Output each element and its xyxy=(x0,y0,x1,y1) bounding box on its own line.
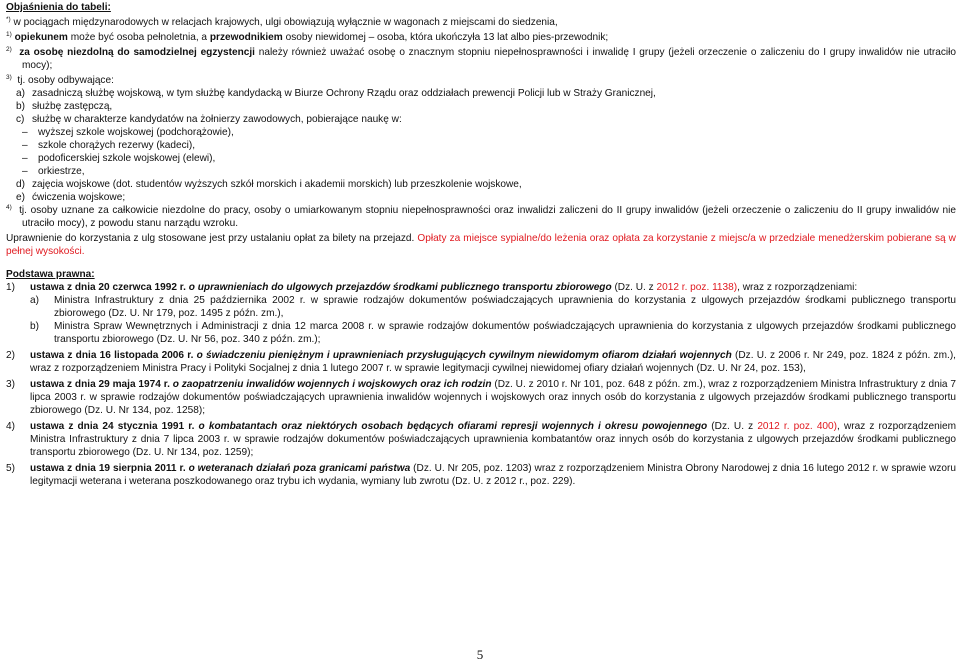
footnote-text: osoby niewidomej – osoba, która ukończyła 13 lat albo pies-przewodnik; xyxy=(282,32,609,43)
act-reference: (Dz. U. Nr 205, poz. 1203) wraz z rozporządzeniem Ministra Obrony Narodowej z dnia 16 lutego 2012 r. w sprawie wzoru legitymacji weterana i weterana poszkodowanego oraz trybu ich wydania, wymiany lub zwrotu (Dz. U. z 2012 r., poz. 229). xyxy=(30,463,957,487)
footnote-mark: 4) xyxy=(6,204,12,211)
regulation-label: b) xyxy=(30,321,39,332)
legal-item xyxy=(6,378,956,417)
legal-item xyxy=(6,281,956,346)
regulation-item xyxy=(30,320,956,346)
act-reference-red: 2012 r. poz. 1138) xyxy=(656,282,738,293)
legal-item-number: 3) xyxy=(6,379,15,390)
fees-note-text: Uprawnienie do korzystania z ulg stosowane jest przy ustalaniu opłat za bilety na przejazd. xyxy=(6,233,418,244)
list-item-label: b) xyxy=(16,101,25,112)
act-reference: , wraz z rozporządzeniami: xyxy=(737,282,858,293)
act-title: ustawa z dnia 20 czerwca 1992 r. xyxy=(30,282,186,293)
regulation-label: a) xyxy=(30,295,39,306)
fees-note-red-text: Opłaty za miejsce sypialne/do leżenia oraz opłata za korzystanie z miejsc/a w przedziale menedżerskim pobierane są w pełnej wysokości. xyxy=(6,233,956,257)
legal-item-text xyxy=(30,462,956,488)
bold-term: za osobę niezdolną do samodzielnej egzystencji xyxy=(19,47,255,58)
list-item xyxy=(6,100,956,113)
act-reference: , wraz z rozporządzeniem Ministra Infrastruktury z dnia 7 lipca 2003 r. w sprawie rodzajów dokumentów poświadczających uprawnienia kombatantów oraz innych osób do korzystania z ulgowych przejazdów środkami publicznego transportu zbiorowego (Dz. U. Nr 134, poz. 1259); xyxy=(30,421,956,458)
footnote-text: w pociągach międzynarodowych w relacjach krajowych, ulgi obowiązują wyłącznie w wagonach z miejscami do siedzenia, xyxy=(10,17,558,28)
act-reference: (Dz. U. z xyxy=(707,421,758,432)
list-item-label: d) xyxy=(16,179,25,190)
dash-item xyxy=(6,152,956,165)
footnote-2 xyxy=(6,46,956,72)
legal-item-text xyxy=(30,349,956,375)
legal-item-text xyxy=(30,420,956,459)
footnote-3-dash-list xyxy=(6,126,956,178)
list-item-text: służbę w charakterze kandydatów na żołnierzy zawodowych, pobierające naukę w: xyxy=(32,114,402,125)
footnote-text: tj. osoby uznane za całkowicie niezdolne do pracy, osoby o umiarkowanym stopniu niepełnosprawności oraz inwalidzi zaliczeni do II grupy inwalidów (jeżeli orzeczenie o zaliczeniu do II grupy inwalidów nie utraciło mocy), z powodu stanu narządu wzroku. xyxy=(19,205,956,229)
dash-marker: – xyxy=(22,140,28,151)
footnote-1 xyxy=(6,31,956,44)
act-title: ustawa z dnia 24 stycznia 1991 r. xyxy=(30,421,195,432)
act-name: o zaopatrzeniu inwalidów wojennych i wojskowych oraz ich rodzin xyxy=(169,379,492,390)
footnote-mark: 3) xyxy=(6,74,12,81)
dash-item xyxy=(6,126,956,139)
act-name: o świadczeniu pieniężnym i uprawnieniach przysługujących cywilnym niewidomym ofiarom działań wojennych xyxy=(193,350,732,361)
list-item xyxy=(6,191,956,204)
dash-marker: – xyxy=(22,166,28,177)
legal-item xyxy=(6,420,956,459)
footnote-4 xyxy=(6,204,956,230)
dash-item xyxy=(6,165,956,178)
footnote-mark: 2) xyxy=(6,46,12,53)
act-name: o kombatantach oraz niektórych osobach będących ofiarami represji wojennych i okresu powojennego xyxy=(194,421,708,432)
act-reference: (Dz. U. z xyxy=(611,282,657,293)
list-item-text: ćwiczenia wojskowe; xyxy=(32,192,126,203)
footnote-mark: *) xyxy=(6,16,11,23)
legal-basis-list xyxy=(6,281,956,488)
page-number: 5 xyxy=(476,647,484,662)
legal-item-number: 1) xyxy=(6,282,15,293)
dash-item-text: szkole chorążych rezerwy (kadeci), xyxy=(38,140,196,151)
fees-note xyxy=(6,232,956,258)
bold-term: przewodnikiem xyxy=(209,32,283,43)
explanations-heading: Objaśnienia do tabeli: xyxy=(6,2,111,13)
list-item xyxy=(6,87,956,100)
legal-item xyxy=(6,462,956,488)
footnote-text: może być osoba pełnoletnia, a xyxy=(67,32,210,43)
footnote-mark: 1) xyxy=(6,31,12,38)
legal-item-text xyxy=(30,378,956,417)
dash-marker: – xyxy=(22,127,28,138)
dash-item-text: wyższej szkole wojskowej (podchorążowie), xyxy=(38,127,234,138)
act-name: o weteranach działań poza granicami państwa xyxy=(185,463,411,474)
list-item-text: zasadniczą służbę wojskową, w tym służbę kandydacką w Biurze Ochrony Rządu oraz oddziałach prewencji Policji lub w Straży Granicznej, xyxy=(32,88,656,99)
act-title: ustawa z dnia 16 listopada 2006 r. xyxy=(30,350,194,361)
list-item-label: a) xyxy=(16,88,25,99)
act-name: o uprawnieniach do ulgowych przejazdów środkami publicznego transportu zbiorowego xyxy=(185,282,612,293)
act-reference: (Dz. U. z 2006 r. Nr 249, poz. 1824 z późn. zm.), wraz z rozporządzeniem Ministra Pracy i Polityki Socjalnej z dnia 1 lutego 2007 r. w sprawie legitymacji cywilnej niewidomej ofiary działań wojennych (Dz. U. Nr 24, poz. 153), xyxy=(30,350,956,374)
legal-basis-heading: Podstawa prawna: xyxy=(6,269,95,280)
document-page xyxy=(6,1,956,491)
footnote-star xyxy=(6,16,956,29)
list-item-label: e) xyxy=(16,192,25,203)
footnote-3 xyxy=(6,74,956,204)
footnote-3-list xyxy=(6,87,956,126)
bold-term: opiekunem xyxy=(14,32,68,43)
regulation-text: Ministra Infrastruktury z dnia 25 października 2002 r. w sprawie rodzajów dokumentów poświadczających uprawnienia do korzystania z ulgowych przejazdów środkami publicznego transportu zbiorowego (Dz. U. Nr 179, poz. 1495 z późn. zm.), xyxy=(54,295,956,319)
regulation-item xyxy=(30,294,956,320)
act-title: ustawa z dnia 19 sierpnia 2011 r. xyxy=(30,463,186,474)
legal-item-number: 4) xyxy=(6,421,15,432)
regulation-text: Ministra Spraw Wewnętrznych i Administracji z dnia 12 marca 2008 r. w sprawie rodzajów dokumentów poświadczających uprawnienia do korzystania z ulgowych przejazdów środkami publicznego transportu zbiorowego (Dz. U. Nr 56, poz. 340 z późn. zm.); xyxy=(54,321,956,345)
dash-marker: – xyxy=(22,153,28,164)
legal-item-number: 5) xyxy=(6,463,15,474)
legal-item-text xyxy=(30,281,956,346)
footnote-text: tj. osoby odbywające: xyxy=(17,75,114,86)
legal-item-number: 2) xyxy=(6,350,15,361)
act-reference-red: 2012 r. poz. 400) xyxy=(757,421,838,432)
act-title: ustawa z dnia 29 maja 1974 r. xyxy=(30,379,170,390)
footnote-text: należy również uważać osobę o znacznym stopniu niepełnosprawności i inwalidę I grupy (jeżeli orzeczenie o zaliczeniu do I grupy inwalidów nie utraciło mocy); xyxy=(22,47,956,71)
footnote-3-list-continued xyxy=(6,178,956,204)
dash-item-text: orkiestrze, xyxy=(38,166,85,177)
list-item-text: zajęcia wojskowe (dot. studentów wyższych szkół morskich i akademii morskich) lub przeszkolenie wojskowe, xyxy=(32,179,522,190)
list-item xyxy=(6,113,956,126)
act-reference: (Dz. U. z 2010 r. Nr 101, poz. 648 z późn. zm.), wraz z rozporządzeniem Ministra Infrastruktury z dnia 7 lipca 2003 r. w sprawie rodzajów dokumentów poświadczających uprawnienia inwalidów wojennych i wojskowych oraz innych osób do korzystania z ulgowych przejazdów środkami publicznego transportu zbiorowego (Dz. U. Nr 134, poz. 1258); xyxy=(30,379,956,416)
dash-item-text: podoficerskiej szkole wojskowej (elewi), xyxy=(38,153,216,164)
list-item-text: służbę zastępczą, xyxy=(32,101,113,112)
dash-item xyxy=(6,139,956,152)
list-item-label: c) xyxy=(16,114,25,125)
legal-item xyxy=(6,349,956,375)
list-item xyxy=(6,178,956,191)
